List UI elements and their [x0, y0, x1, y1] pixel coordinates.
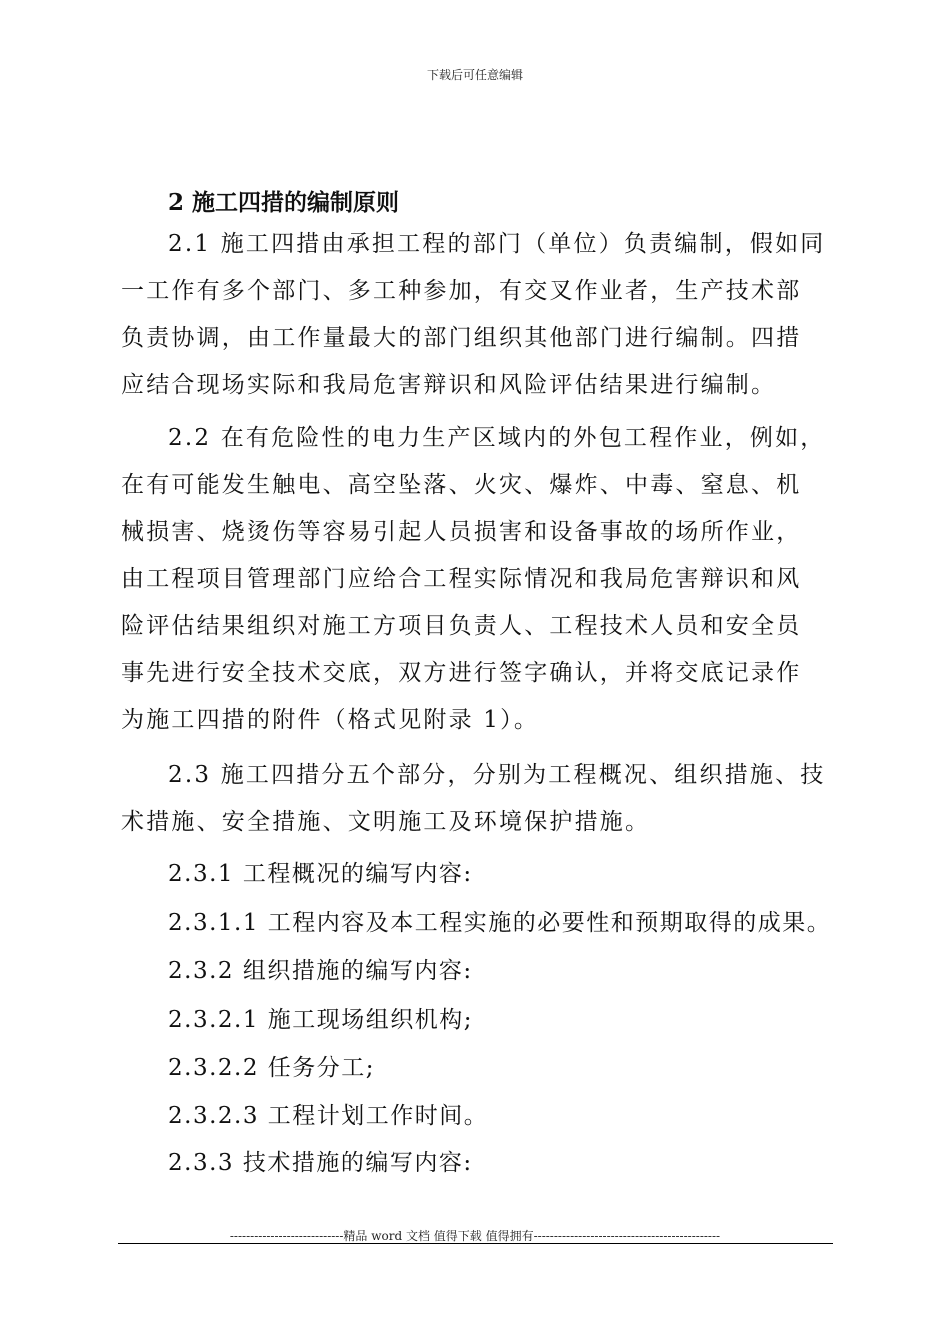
paragraph-line: 一工作有多个部门、多工种参加，有交叉作业者，生产技术部	[121, 278, 802, 304]
item-2-3-2-2: 2.3.2.2 任务分工;	[168, 1055, 376, 1081]
paragraph-2-2	[121, 415, 833, 744]
paragraph-line: 2.1 施工四措由承担工程的部门（单位）负责编制，假如同	[168, 231, 826, 257]
paragraph-2-3	[121, 752, 833, 846]
paragraph-line: 在有可能发生触电、高空坠落、火灾、爆炸、中毒、窒息、机	[121, 472, 802, 498]
paragraph-line: 应结合现场实际和我局危害辩识和风险评估结果进行编制。	[121, 372, 777, 398]
paragraph-line: 事先进行安全技术交底，双方进行签字确认，并将交底记录作	[121, 660, 802, 686]
item-2-3-2-1: 2.3.2.1 施工现场组织机构;	[168, 1007, 474, 1033]
paragraph-line: 为施工四措的附件（格式见附录 1）。	[121, 707, 540, 733]
paragraph-2-1	[121, 221, 833, 409]
footer-rule	[118, 1243, 833, 1244]
section-heading: 2 施工四措的编制原则	[168, 189, 400, 216]
page-footer: ----------------------------精品 word 文档 值得下载 值得拥有----------------------------------------------	[229, 1229, 721, 1243]
paragraph-line: 2.3 施工四措分五个部分，分别为工程概况、组织措施、技	[168, 762, 826, 788]
item-2-3-3: 2.3.3 技术措施的编写内容:	[168, 1150, 473, 1176]
paragraph-line: 2.2 在有危险性的电力生产区域内的外包工程作业，例如，	[168, 425, 826, 451]
paragraph-line: 险评估结果组织对施工方项目负责人、工程技术人员和安全员	[121, 613, 802, 639]
item-2-3-2-3: 2.3.2.3 工程计划工作时间。	[168, 1103, 489, 1129]
paragraph-line: 术措施、安全措施、文明施工及环境保护措施。	[121, 809, 651, 835]
item-2-3-2: 2.3.2 组织措施的编写内容:	[168, 958, 473, 984]
paragraph-line: 由工程项目管理部门应给合工程实际情况和我局危害辩识和风	[121, 566, 802, 592]
paragraph-line: 械损害、烧烫伤等容易引起人员损害和设备事故的场所作业，	[121, 519, 802, 545]
item-2-3-1: 2.3.1 工程概况的编写内容:	[168, 861, 473, 887]
item-2-3-1-1: 2.3.1.1 工程内容及本工程实施的必要性和预期取得的成果。	[168, 910, 832, 936]
page-header: 下载后可任意编辑	[426, 68, 523, 82]
paragraph-line: 负责协调，由工作量最大的部门组织其他部门进行编制。四措	[121, 325, 802, 351]
